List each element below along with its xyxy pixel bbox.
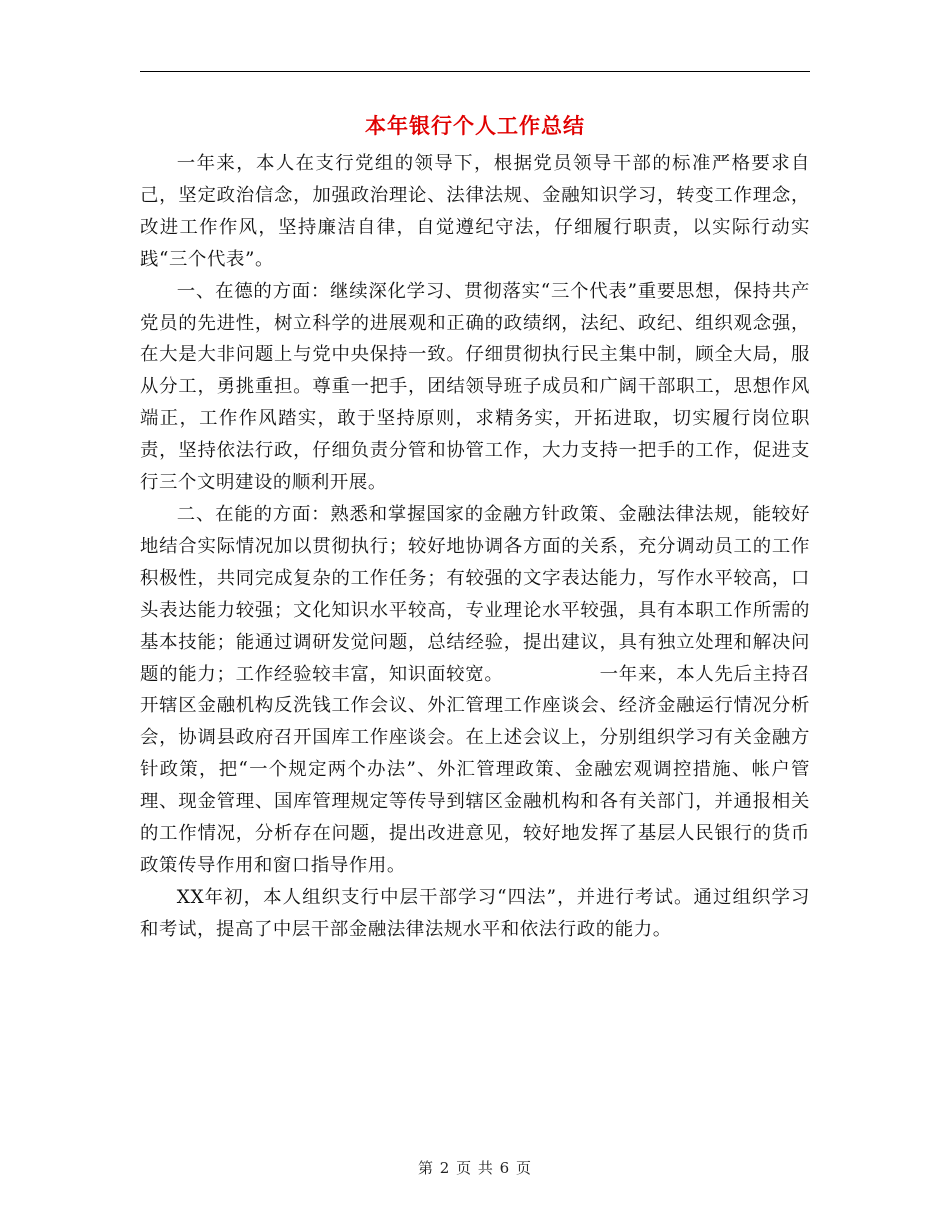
document-title: 本年银行个人工作总结 [365,114,585,138]
header-rule [140,71,810,72]
paragraph-training: XX年初，本人组织支行中层干部学习“四法”，并进行考试。通过组织学习和考试，提高了中层干部金融法律法规水平和依法行政的能力。 [140,886,810,940]
paragraph-morality: 一、在德的方面：继续深化学习、贯彻落实“三个代表”重要思想，保持共产党员的先进性，树立科学的进展观和正确的政绩纲，法纪、政纪、组织观念强，在大是大非问题上与党中央保持一致。仔细贯彻执行民主集中制，顾全大局，服从分工，勇挑重担。尊重一把手，团结领导班子成员和广阔干部职工，思想作风端正，工作作风踏实，敢于坚持原则，求精务实，开拓进取，切实履行岗位职责，坚持依法行政，仔细负责分管和协管工作，大力支持一把手的工作，促进支行三个文明建设的顺利开展。 [140,280,810,494]
page-footer: 第 2 页 共 6 页 [418,1159,532,1177]
paragraph-intro: 一年来，本人在支行党组的领导下，根据党员领导干部的标准严格要求自己，坚定政治信念，加强政治理论、法律法规、金融知识学习，转变工作理念，改进工作作风，坚持廉洁自律，自觉遵纪守法，仔细履行职责，以实际行动实践“三个代表”。 [140,153,810,270]
paragraph-ability [140,499,810,882]
paragraph-ability-part1: 二、在能的方面：熟悉和掌握国家的金融方针政策、金融法律法规，能较好地结合实际情况加以贯彻执行；较好地协调各方面的关系，充分调动员工的工作积极性，共同完成复杂的工作任务；有较强的文字表达能力，写作水平较高，口头表达能力较强；文化知识水平较高，专业理论水平较强，具有本职工作所需的基本技能；能通过调研发觉问题，总结经验，提出建议，具有独立处理和解决问题的能力；工作经验较丰富，知识面较宽。 [140,503,810,685]
paragraph-ability-part2: 一年来，本人先后主持召开辖区金融机构反洗钱工作会议、外汇管理工作座谈会、经济金融运行情况分析会，协调县政府召开国库工作座谈会。在上述会议上，分别组织学习有关金融方针政策，把“一个规定两个办法”、外汇管理政策、金融宏观调控措施、帐户管理、现金管理、国库管理规定等传导到辖区金融机构和各有关部门，并通报相关的工作情况，分析存在问题，提出改进意见，较好地发挥了基层人民银行的货币政策传导作用和窗口指导作用。 [140,663,810,876]
document-body [140,148,810,946]
